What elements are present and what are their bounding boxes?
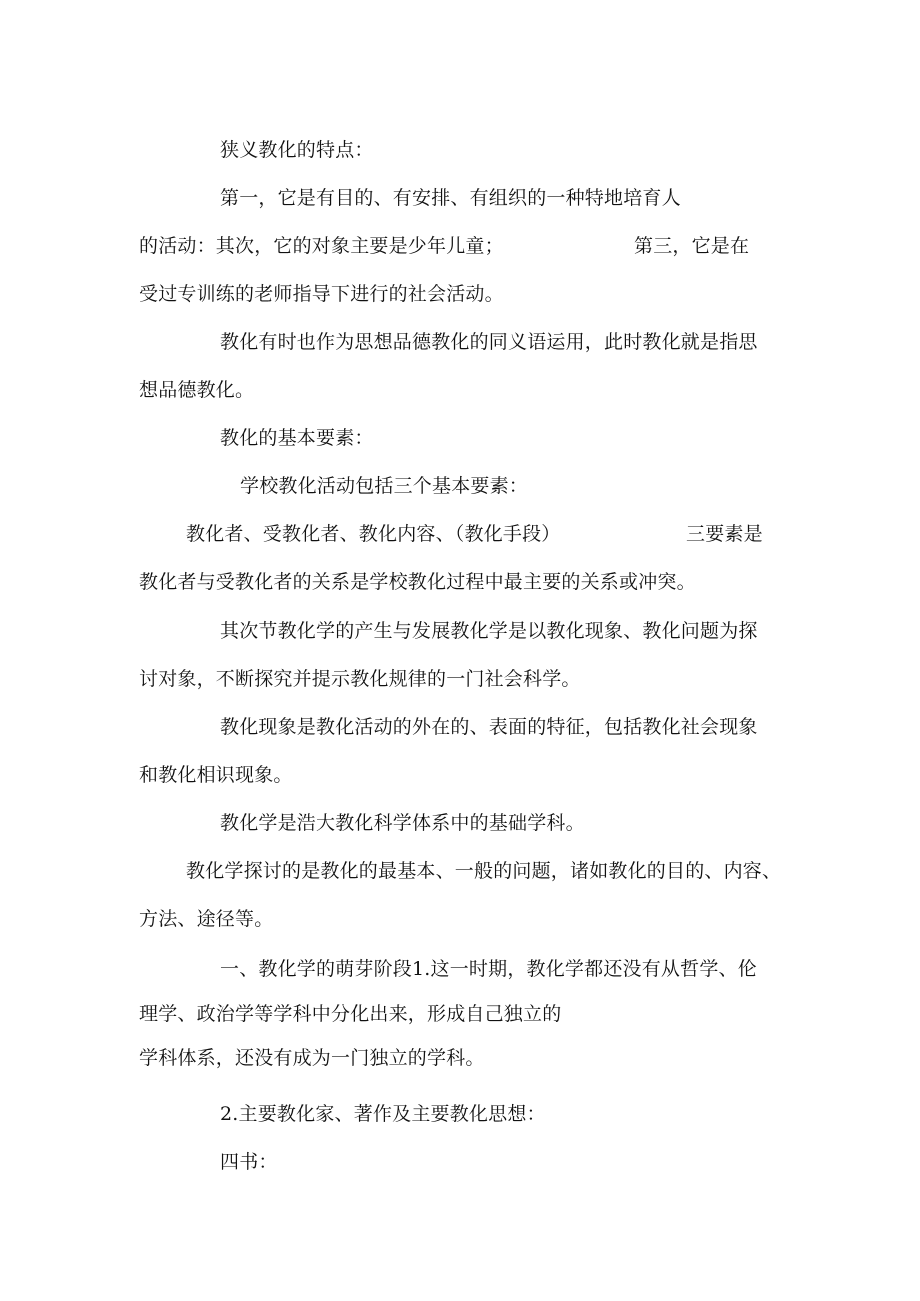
- text-line: 狭义教化的特点：: [220, 139, 374, 161]
- text-line: 理学、政治学等学科中分化出来，形成自己独立的: [139, 1003, 562, 1025]
- text-line: 教化有时也作为思想品德教化的同义语运用，此时教化就是指思: [220, 331, 758, 353]
- text-line: 教化现象是教化活动的外在的、表面的特征，包括教化社会现象: [220, 716, 758, 738]
- text-line: 想品德教化。: [139, 379, 255, 401]
- text-line: 学校教化活动包括三个基本要素：: [240, 475, 529, 497]
- text-line: 2.主要教化家、著作及主要教化思想：: [220, 1103, 546, 1125]
- text-line: 第三，它是在: [634, 235, 750, 257]
- text-line: 教化学探讨的是教化的最基本、一般的问题，诸如教化的目的、内容、: [186, 860, 782, 882]
- text-line: 教化者、受教化者、教化内容、（教化手段）: [186, 523, 561, 545]
- text-line: 和教化相识现象。: [139, 764, 293, 786]
- text-line: 教化学是浩大教化科学体系中的基础学科。: [220, 812, 585, 834]
- text-line: 学科体系，还没有成为一门独立的学科。: [139, 1047, 485, 1069]
- text-line: 其次节教化学的产生与发展教化学是以教化现象、教化问题为探: [220, 620, 758, 642]
- text-line: 一、教化学的萌芽阶段1.这一时期，教化学都还没有从哲学、伦: [220, 958, 757, 980]
- text-line: 教化的基本要素：: [220, 427, 374, 449]
- text-line: 受过专训练的老师指导下进行的社会活动。: [139, 283, 504, 305]
- text-line: 讨对象，不断探究并提示教化规律的一门社会科学。: [139, 668, 581, 690]
- text-line: 四书：: [220, 1151, 278, 1173]
- text-line: 教化者与受教化者的关系是学校教化过程中最主要的关系或冲突。: [139, 571, 696, 593]
- text-line: 方法、途径等。: [139, 908, 274, 930]
- text-line: 三要素是: [686, 523, 763, 545]
- text-line: 第一，它是有目的、有安排、有组织的一种特地培育人: [220, 187, 681, 209]
- text-line: 的活动：其次，它的对象主要是少年儿童；: [139, 235, 504, 257]
